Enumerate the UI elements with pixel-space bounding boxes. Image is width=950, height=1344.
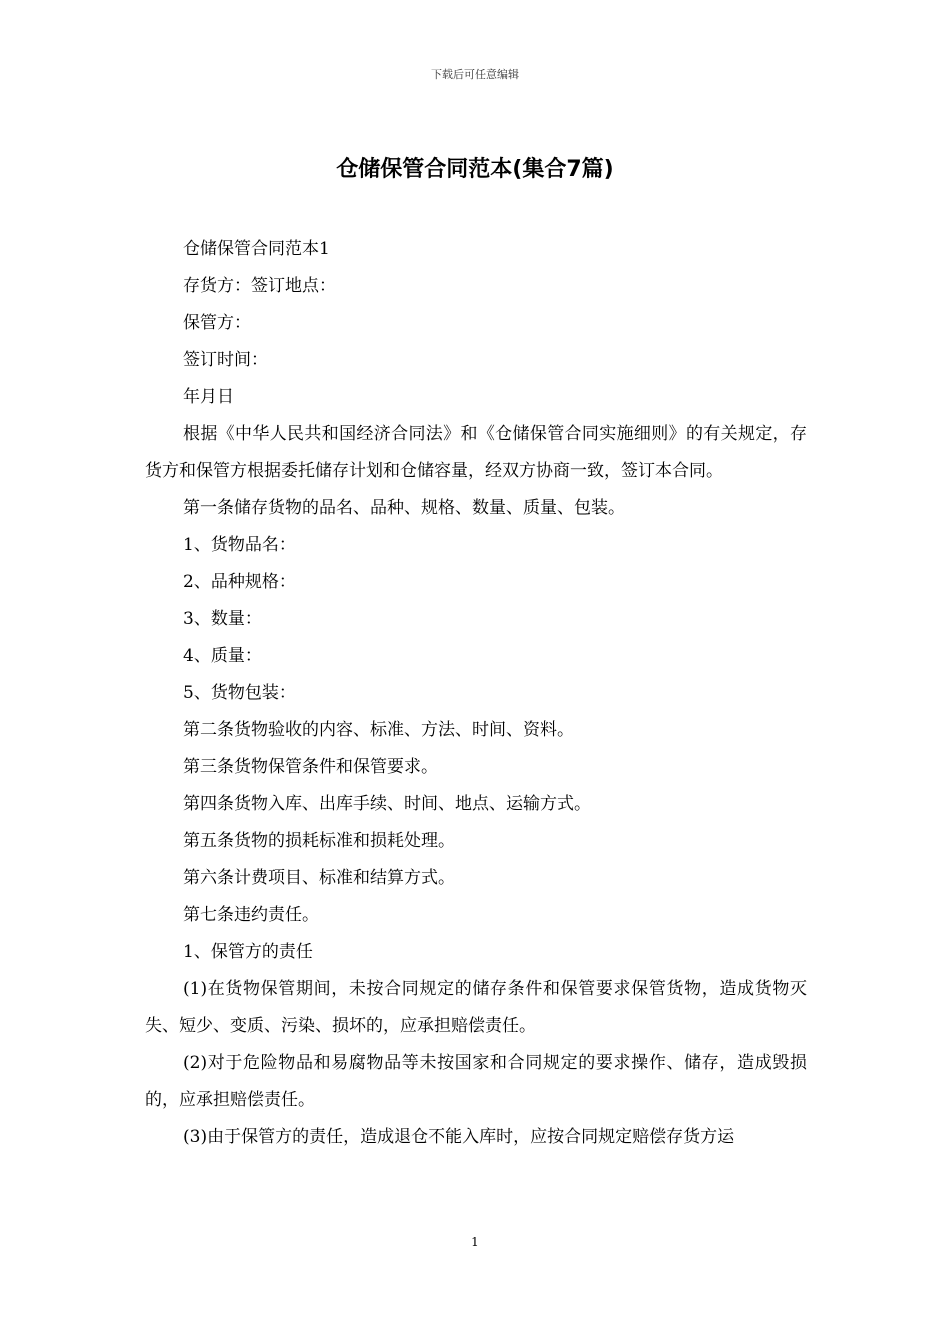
document-body bbox=[145, 231, 807, 1156]
paragraph: 第五条货物的损耗标准和损耗处理。 bbox=[183, 831, 455, 851]
paragraph: 保管方： bbox=[183, 313, 251, 333]
paragraph: 年月日 bbox=[183, 387, 234, 407]
paragraph: 根据《中华人民共和国经济合同法》和《仓储保管合同实施细则》的有关规定，存货方和保管方根据委托储存计划和仓储容量，经双方协商一致，签订本合同。 bbox=[145, 424, 807, 481]
page-number: 1 bbox=[471, 1235, 479, 1249]
paragraph: 第一条储存货物的品名、品种、规格、数量、质量、包装。 bbox=[183, 498, 625, 518]
paragraph: 第四条货物入库、出库手续、时间、地点、运输方式。 bbox=[183, 794, 591, 814]
paragraph: 1、保管方的责任 bbox=[183, 942, 313, 962]
document-title: 仓储保管合同范本(集合7篇) bbox=[336, 157, 614, 182]
paragraph: 签订时间： bbox=[183, 350, 268, 370]
header-note: 下载后可任意编辑 bbox=[431, 68, 519, 81]
paragraph: (1)在货物保管期间，未按合同规定的储存条件和保管要求保管货物，造成货物灭失、短少、变质、污染、损坏的，应承担赔偿责任。 bbox=[145, 979, 807, 1036]
paragraph: 3、数量： bbox=[183, 609, 262, 629]
paragraph: (2)对于危险物品和易腐物品等未按国家和合同规定的要求操作、储存，造成毁损的，应承担赔偿责任。 bbox=[145, 1053, 807, 1110]
paragraph: 仓储保管合同范本1 bbox=[183, 239, 330, 259]
paragraph: (3)由于保管方的责任，造成退仓不能入库时，应按合同规定赔偿存货方运 bbox=[183, 1127, 735, 1147]
paragraph: 第二条货物验收的内容、标准、方法、时间、资料。 bbox=[183, 720, 574, 740]
paragraph: 第六条计费项目、标准和结算方式。 bbox=[183, 868, 455, 888]
paragraph: 第三条货物保管条件和保管要求。 bbox=[183, 757, 438, 777]
paragraph: 1、货物品名： bbox=[183, 535, 296, 555]
paragraph: 第七条违约责任。 bbox=[183, 905, 319, 925]
paragraph: 5、货物包装： bbox=[183, 683, 296, 703]
paragraph: 存货方：签订地点： bbox=[183, 276, 336, 296]
paragraph: 2、品种规格： bbox=[183, 572, 296, 592]
paragraph: 4、质量： bbox=[183, 646, 262, 666]
